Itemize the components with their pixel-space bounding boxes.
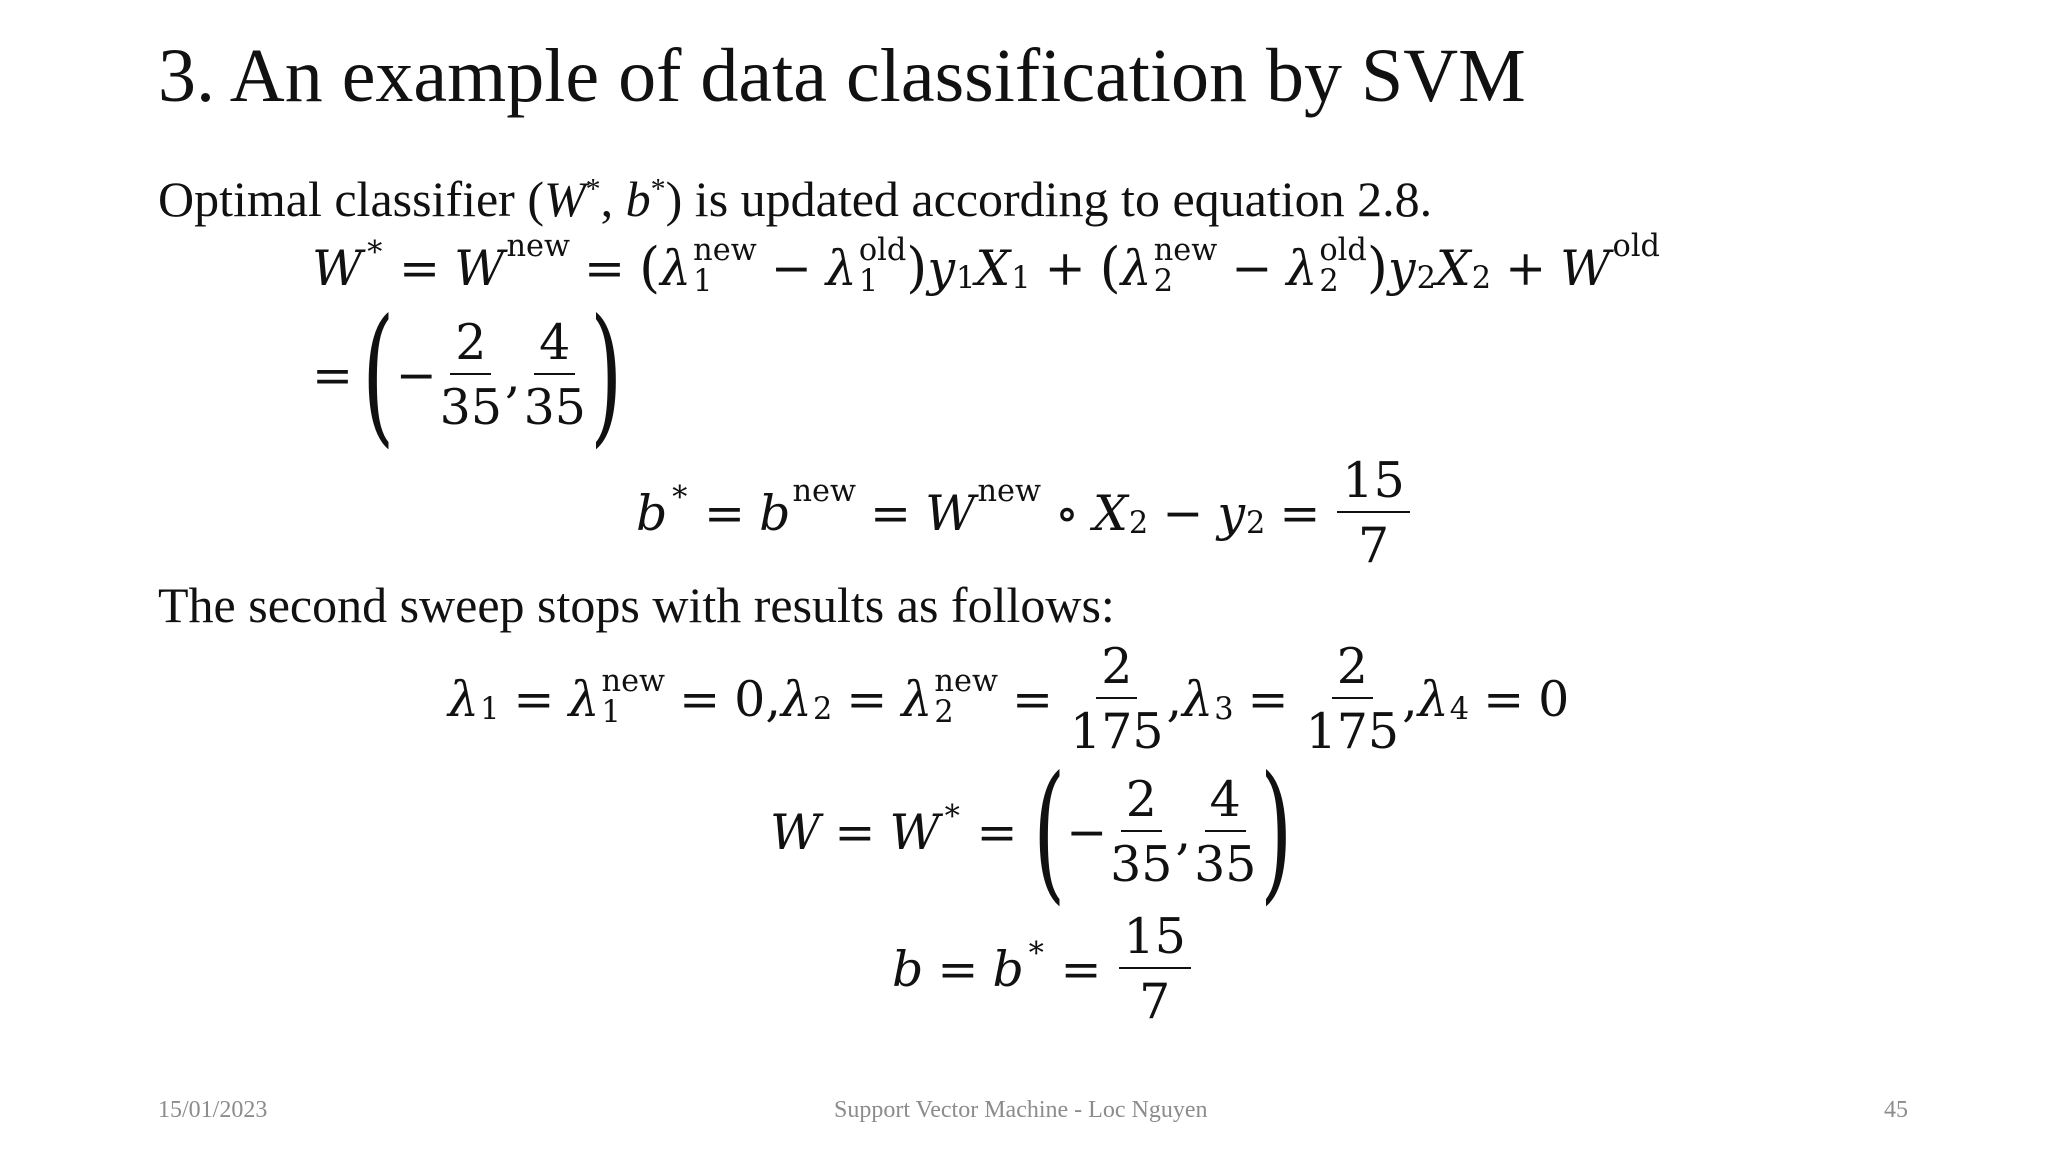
fraction: $\frac{15}{7}$ — [1337, 456, 1409, 570]
fraction: $\frac{4}{35}$ — [1194, 771, 1257, 893]
fraction: $\frac{2}{35}$ — [439, 314, 503, 436]
equation-b-final: b = b ∗ = $\frac{15}{7}$ — [892, 906, 1194, 1032]
equation-w-result: = ( − $\frac{2}{35}$ , $\frac{4}{35}$ ) — [312, 288, 623, 462]
fraction: $\frac{15}{7}$ — [1119, 912, 1191, 1026]
sweep-text: The second sweep stops with results as follows: — [158, 577, 1115, 633]
footer-date: 15/01/2023 — [158, 1097, 268, 1123]
equation-lambdas: λ 1 = λ new 1 = 0 , λ 2 = λ new 2 = $\frac{2}{175}$ , λ 3 = $\frac{2}{175}$ , λ 4 = 0 — [448, 638, 1570, 760]
page-number: 45 — [1884, 1097, 1908, 1123]
equation-b-update: b ∗ = b new = W new ∘ X 2 − y 2 = $\frac{15}{7}$ — [636, 450, 1413, 576]
equation-w-final: W = W ∗ = ( − $\frac{2}{35}$ , $\frac{4}{35}$ ) — [770, 745, 1293, 919]
fraction: $\frac{2}{175}$ — [1305, 638, 1400, 760]
fraction: $\frac{4}{35}$ — [523, 314, 586, 436]
fraction: $\frac{2}{175}$ — [1070, 638, 1164, 760]
equation-w-update: W ∗ = W new = ( λ new 1 − λ old 1 ) y 1 X 1 + ( λ new 2 − λ old 2 ) y 2 X 2 + W old — [312, 228, 1660, 300]
slide-title: 3. An example of data classification by SVM — [158, 34, 1526, 118]
fraction: $\frac{2}{35}$ — [1110, 771, 1173, 893]
footer-title: Support Vector Machine - Loc Nguyen — [834, 1097, 1208, 1123]
intro-text: Optimal classifier (W*, b*) is updated according to equation 2.8. — [158, 171, 1433, 227]
